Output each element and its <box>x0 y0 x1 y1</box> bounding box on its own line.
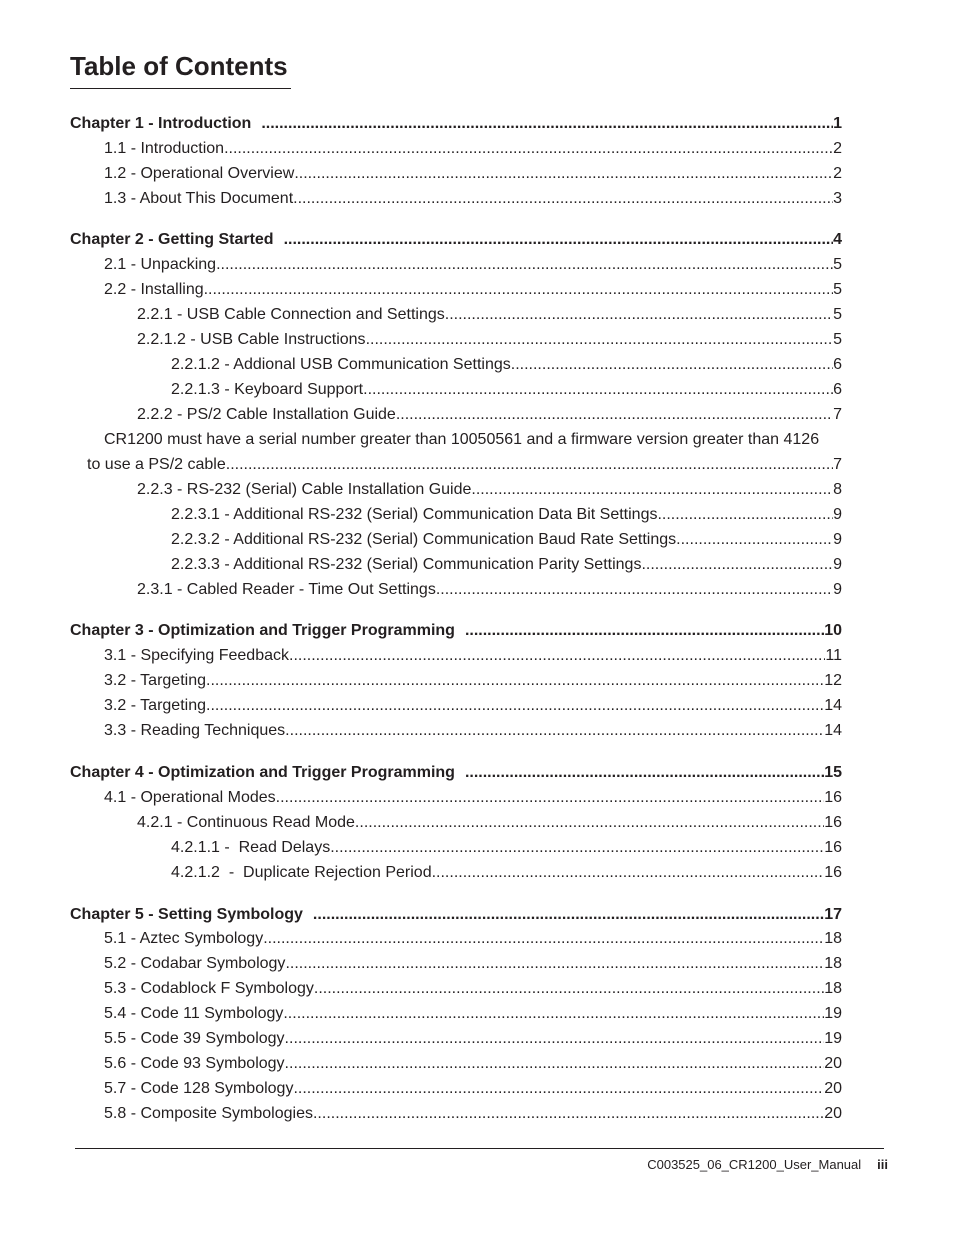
toc-section-2-1[interactable] <box>104 255 842 275</box>
toc-paragraph-entry[interactable] <box>87 455 842 475</box>
toc-section-2-2-3-3[interactable] <box>171 555 842 575</box>
toc-entry-title: 3.3 - Reading Techniques <box>104 722 286 739</box>
toc-entry-page: 5 <box>833 256 842 273</box>
toc-chapter-2[interactable] <box>70 230 842 250</box>
toc-section-5-5[interactable] <box>104 1029 842 1049</box>
footer-doc-id: C003525_06_CR1200_User_Manual <box>647 1157 862 1172</box>
toc-section-2-2-3-2[interactable] <box>171 530 842 550</box>
toc-section-3-3[interactable] <box>104 721 842 741</box>
toc-entry-page: 6 <box>833 356 842 373</box>
toc-entry-page: 5 <box>833 281 842 298</box>
dot-leader <box>206 671 824 691</box>
toc-section-5-7[interactable] <box>104 1079 842 1099</box>
dot-leader <box>314 979 824 999</box>
toc-section-2-3-1[interactable] <box>137 580 842 600</box>
toc-entry-page: 2 <box>833 140 842 157</box>
dot-leader <box>313 1104 824 1124</box>
footer <box>647 1157 888 1173</box>
dot-leader <box>511 355 833 375</box>
toc-entry-page: 16 <box>824 839 842 856</box>
toc-entry-title: 5.1 - Aztec Symbology <box>104 930 264 947</box>
toc-entry-title: 2.2.1.2 - USB Cable Instructions <box>137 331 366 348</box>
toc-entry-page: 6 <box>833 381 842 398</box>
dot-leader <box>289 646 825 666</box>
toc-entry-page: 14 <box>824 697 842 714</box>
toc-section-2-2[interactable] <box>104 280 842 300</box>
toc-entry-page: 15 <box>824 764 842 781</box>
toc-entry-title: 4.2.1.1 - Read Delays <box>171 839 331 856</box>
toc-entry-title: 1.3 - About This Document <box>104 190 294 207</box>
toc-entry-title: 2.1 - Unpacking <box>104 256 217 273</box>
dot-leader <box>293 189 833 209</box>
toc-entry-page: 11 <box>825 647 842 664</box>
dot-leader <box>284 230 834 250</box>
toc-entry-page: 5 <box>833 306 842 323</box>
dot-leader <box>432 863 825 883</box>
toc-entry-page: 9 <box>833 531 842 548</box>
toc-entry-title: Chapter 4 - Optimization and Trigger Programming <box>70 764 455 781</box>
toc-entry-title: 2.2.2 - PS/2 Cable Installation Guide <box>137 406 396 423</box>
toc-entry-page: 8 <box>833 481 842 498</box>
toc-entry-page: 1 <box>833 115 842 132</box>
toc-entry-title: Chapter 2 - Getting Started <box>70 231 274 248</box>
dot-leader <box>283 1004 824 1024</box>
toc-entry-title: 5.4 - Code 11 Symbology <box>104 1005 284 1022</box>
toc-section-5-4[interactable] <box>104 1004 842 1024</box>
toc-entry-page: 10 <box>824 622 842 639</box>
toc-entry-title: Chapter 1 - Introduction <box>70 115 252 132</box>
toc-entry-page: 3 <box>833 190 842 207</box>
toc-entry-title: 5.6 - Code 93 Symbology <box>104 1055 285 1072</box>
toc-chapter-5[interactable] <box>70 905 842 925</box>
toc-section-3-1[interactable] <box>104 646 842 666</box>
toc-entry-title: 2.2.3.1 - Additional RS-232 (Serial) Communication Data Bit Settings <box>171 506 658 523</box>
toc-entry-title: 2.2.3.2 - Additional RS-232 (Serial) Communication Baud Rate Settings <box>171 531 677 548</box>
toc-entry-title: 2.2.3 - RS-232 (Serial) Cable Installation Guide <box>137 481 472 498</box>
toc-entry-page: 17 <box>824 906 842 923</box>
toc-entry-page: 9 <box>833 581 842 598</box>
dot-leader <box>224 139 833 159</box>
toc-section-1-3[interactable] <box>104 189 842 209</box>
toc-section-2-2-2[interactable] <box>137 405 842 425</box>
toc-entry-title: 1.2 - Operational Overview <box>104 165 295 182</box>
dot-leader <box>366 330 834 350</box>
toc-entry-title: Chapter 3 - Optimization and Trigger Programming <box>70 622 455 639</box>
dot-leader <box>216 255 833 275</box>
toc-section-5-3[interactable] <box>104 979 842 999</box>
title-underline <box>70 88 291 89</box>
toc-section-2-2-1-2-usb-instructions[interactable] <box>137 330 842 350</box>
toc-chapter-4[interactable] <box>70 763 842 783</box>
toc-section-2-2-1-2-usb-settings[interactable] <box>171 355 842 375</box>
toc-section-4-2-1-1[interactable] <box>171 838 842 858</box>
dot-leader <box>285 1054 825 1074</box>
toc-entry-page: 20 <box>824 1055 842 1072</box>
toc-paragraph-line: CR1200 must have a serial number greater than 10050561 and a firmware version greater than 4126 <box>104 431 820 448</box>
toc-section-4-2-1-2[interactable] <box>171 863 842 883</box>
page-title: Table of Contents <box>70 51 288 81</box>
toc-entry-title: 1.1 - Introduction <box>104 140 225 157</box>
dot-leader <box>261 114 833 134</box>
dot-leader <box>445 305 833 325</box>
toc-entry-page: 20 <box>824 1105 842 1122</box>
toc-section-2-2-1-3[interactable] <box>171 380 842 400</box>
dot-leader <box>285 1029 825 1049</box>
toc-section-1-2[interactable] <box>104 164 842 184</box>
toc-section-1-1[interactable] <box>104 139 842 159</box>
toc-entry-title: to use a PS/2 cable. <box>87 456 231 473</box>
footer-rule <box>75 1148 884 1149</box>
dot-leader <box>646 555 833 575</box>
dot-leader <box>204 280 833 300</box>
toc-entry-title: 5.7 - Code 128 Symbology <box>104 1080 294 1097</box>
dot-leader <box>206 696 824 716</box>
toc-entry-title: 4.2.1 - Continuous Read Mode <box>137 814 355 831</box>
dot-leader <box>465 621 824 641</box>
dot-leader <box>294 164 833 184</box>
toc-entry-page: 9 <box>833 556 842 573</box>
toc-entry-title: 5.8 - Composite Symbologies <box>104 1105 313 1122</box>
toc-entry-page: 4 <box>833 231 842 248</box>
toc-entry-page: 14 <box>824 722 842 739</box>
dot-leader <box>657 505 833 525</box>
dot-leader <box>330 838 824 858</box>
toc-entry-page: 7 <box>833 406 842 423</box>
toc-section-4-2-1[interactable] <box>137 813 842 833</box>
toc-section-2-2-1[interactable] <box>137 305 842 325</box>
toc-section-2-2-3[interactable] <box>137 480 842 500</box>
toc-entry-page: 2 <box>833 165 842 182</box>
toc-entry-page: 19 <box>824 1005 842 1022</box>
dot-leader <box>436 580 833 600</box>
toc-entry-title: 4.1 - Operational Modes <box>104 789 276 806</box>
toc-section-3-2-a[interactable] <box>104 671 842 691</box>
toc-entry-title: 2.3.1 - Cabled Reader - Time Out Settings <box>137 581 436 598</box>
toc-entry-page: 9 <box>833 506 842 523</box>
toc-entry-title: 3.2 - Targeting <box>104 697 206 714</box>
dot-leader <box>285 721 824 741</box>
dot-leader <box>465 763 824 783</box>
toc-entry-title: 5.3 - Codablock F Symbology <box>104 980 314 997</box>
dot-leader <box>471 480 833 500</box>
toc-entry-title: 2.2.1.2 - Addional USB Communication Settings <box>171 356 511 373</box>
dot-leader <box>676 530 833 550</box>
toc-entry-page: 18 <box>824 955 842 972</box>
toc-section-5-6[interactable] <box>104 1054 842 1074</box>
toc-entry-title: Chapter 5 - Setting Symbology <box>70 906 303 923</box>
dot-leader <box>313 905 824 925</box>
toc-entry-page: 5 <box>833 331 842 348</box>
toc-entry-title: 3.1 - Specifying Feedback <box>104 647 289 664</box>
dot-leader <box>355 813 824 833</box>
toc-entry-page: 20 <box>824 1080 842 1097</box>
toc-entry-title: 2.2 - Installing <box>104 281 204 298</box>
toc-chapter-3[interactable] <box>70 621 842 641</box>
dot-leader <box>396 405 833 425</box>
toc-section-5-1[interactable] <box>104 929 842 949</box>
toc-entry-title: 2.2.1.3 - Keyboard Support <box>171 381 364 398</box>
toc-entry-title: 5.2 - Codabar Symbology <box>104 955 286 972</box>
toc-entry-page: 7 <box>833 456 842 473</box>
toc-section-5-8[interactable] <box>104 1104 842 1124</box>
toc-entry-page: 18 <box>824 980 842 997</box>
toc-entry-page: 19 <box>824 1030 842 1047</box>
toc-entry-page: 16 <box>824 814 842 831</box>
toc-section-5-2[interactable] <box>104 954 842 974</box>
dot-leader <box>230 455 833 475</box>
toc-entry-title: 5.5 - Code 39 Symbology <box>104 1030 285 1047</box>
toc-entry-page: 18 <box>824 930 842 947</box>
toc-chapter-1[interactable] <box>70 114 842 134</box>
dot-leader <box>263 929 824 949</box>
toc-entry-page: 12 <box>824 672 842 689</box>
toc-section-3-2-b[interactable] <box>104 696 842 716</box>
toc-entry-title: 3.2 - Targeting <box>104 672 206 689</box>
toc-section-4-1[interactable] <box>104 788 842 808</box>
toc-entry-title: 4.2.1.2 - Duplicate Rejection Period <box>171 864 432 881</box>
dot-leader <box>363 380 833 400</box>
dot-leader <box>293 1079 824 1099</box>
footer-page-number: iii <box>877 1157 888 1172</box>
toc-entry-title: 2.2.3.3 - Additional RS-232 (Serial) Communication Parity Settings. <box>171 556 646 573</box>
dot-leader <box>285 954 824 974</box>
toc-entry-page: 16 <box>824 789 842 806</box>
toc-entry-title: 2.2.1 - USB Cable Connection and Settings <box>137 306 445 323</box>
toc-section-2-2-3-1[interactable] <box>171 505 842 525</box>
dot-leader <box>276 788 825 808</box>
toc-entry-page: 16 <box>824 864 842 881</box>
